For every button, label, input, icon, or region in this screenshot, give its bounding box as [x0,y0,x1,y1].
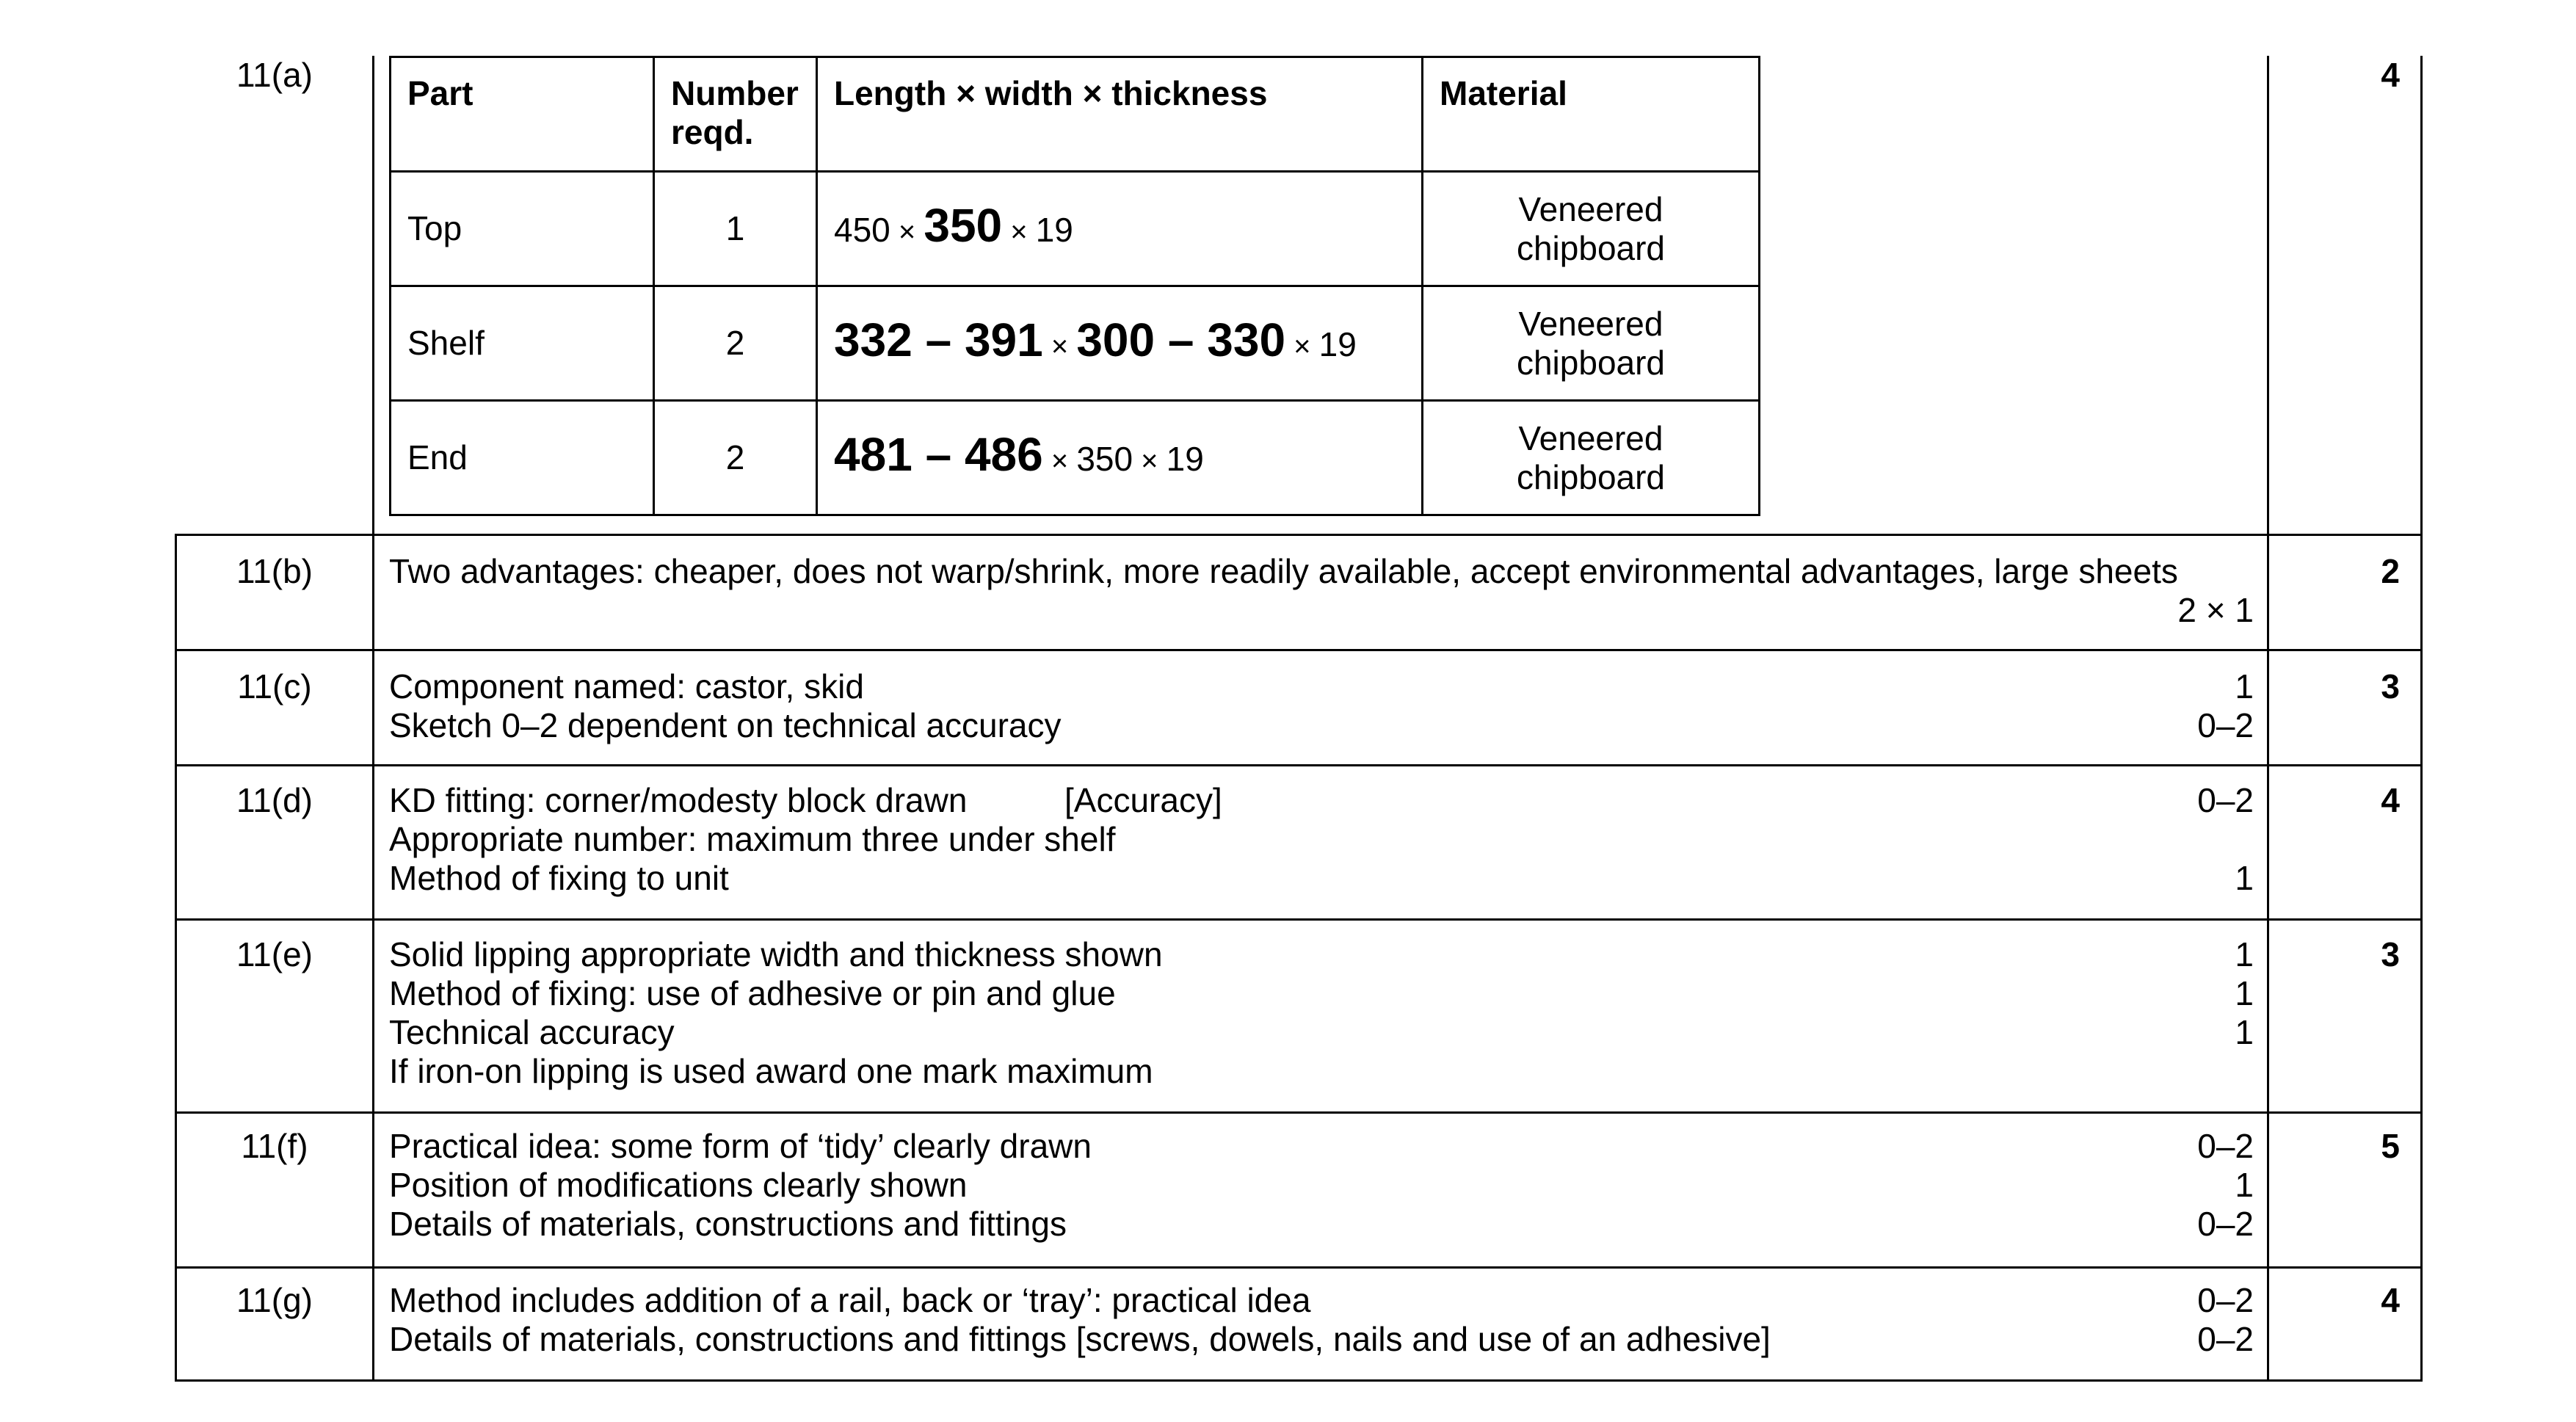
header-material: Material [1423,57,1760,172]
question-number-d: 11(d) [236,781,313,819]
part-name: Shelf [391,286,654,401]
answer-block-f [389,1127,2254,1244]
dimension-value: 450 [834,210,890,249]
material-line2: chipboard [1516,343,1666,382]
answer-line [389,974,2254,1013]
part-dimensions [817,172,1423,286]
part-name: Top [391,172,654,286]
answer-mark: 1 [2235,667,2254,705]
column-divider-marks [2267,56,2269,1382]
question-total-c: 3 [2381,667,2400,705]
row-divider-e [175,918,2423,921]
part-name: End [391,401,654,515]
times-sign: × [1042,444,1077,477]
times-sign: × [890,215,924,248]
question-number-a: 11(a) [236,56,313,94]
answer-text: Appropriate number: maximum three under shelf [389,820,1116,858]
answer-text: Method includes addition of a rail, back or ‘tray’: practical idea [389,1281,1311,1319]
question-total-a: 4 [2381,56,2400,94]
answer-block-b [389,552,2254,630]
part-number: 2 [654,401,817,515]
answer-text: If iron-on lipping is used award one mark maximum [389,1052,1153,1090]
table-row [391,401,1760,515]
answer-text: KD fitting: corner/modesty block drawn [389,781,968,819]
answer-line [389,591,2254,630]
row-divider-c [175,649,2423,651]
answer-mark: 0–2 [2197,1320,2254,1358]
answer-text: Two advantages: cheaper, does not warp/shrink, more readily available, accept environmental advantages, large sheets [389,552,2178,590]
header-part: Part [391,57,654,172]
answer-text: Position of modifications clearly shown [389,1166,968,1204]
answer-mark: 0–2 [2197,1127,2254,1165]
row-divider-d [175,764,2423,766]
answer-line [389,552,2254,591]
material-line1: Veneered [1518,304,1663,343]
answer-text: Details of materials, constructions and fittings [389,1205,1067,1243]
part-number: 1 [654,172,817,286]
answer-block-g [389,1281,2254,1359]
answer-line [389,1166,2254,1205]
dimension-value: 19 [1035,210,1073,249]
answer-mark: 0–2 [2197,706,2254,744]
material-line1: Veneered [1518,189,1663,228]
material-line1: Veneered [1518,418,1663,457]
header-number-line2: reqd. [671,113,754,151]
answer-line [389,1320,2254,1359]
answer-text: Method of fixing to unit [389,859,729,897]
parts-table [389,56,1760,516]
table-row [391,286,1760,401]
answer-mark: 1 [2235,974,2254,1012]
answer-mark: 0–2 [2197,781,2254,819]
answer-line [389,820,2254,859]
dimension-value: 350 [924,198,1003,252]
times-sign: × [1133,444,1167,477]
dimension-value: 19 [1166,439,1204,478]
answer-line [389,935,2254,974]
question-total-f: 5 [2381,1127,2400,1165]
answer-line [389,706,2254,745]
header-number [654,57,817,172]
part-dimensions [817,401,1423,515]
dimension-value: 350 [1076,439,1133,478]
header-number-line1: Number [671,74,799,112]
answer-line [389,781,2254,820]
answer-text: Technical accuracy [389,1013,675,1051]
times-sign: × [1042,330,1077,363]
part-dimensions [817,286,1423,401]
question-total-b: 2 [2381,552,2400,590]
answer-text: Details of materials, constructions and fittings [screws, dowels, nails and use of an adhesive] [389,1320,1771,1358]
question-number-f: 11(f) [241,1127,308,1165]
question-number-b: 11(b) [236,552,313,590]
answer-mark: 0–2 [2197,1205,2254,1243]
column-divider-question [372,56,374,1382]
answer-mark: 2 × 1 [2177,591,2254,629]
times-sign: × [1002,215,1036,248]
question-total-g: 4 [2381,1281,2400,1319]
dimension-value: 19 [1318,324,1357,363]
answer-mark: 1 [2235,859,2254,897]
answer-text: Method of fixing: use of adhesive or pin and glue [389,974,1116,1012]
answer-line [389,1127,2254,1166]
answer-mark: 1 [2235,1166,2254,1204]
part-material [1423,172,1760,286]
question-number-c: 11(c) [237,667,312,705]
answer-text: Sketch 0–2 dependent on technical accuracy [389,706,1062,744]
answer-note: [Accuracy] [1064,781,1222,819]
answer-line [389,1013,2254,1052]
part-material [1423,286,1760,401]
dimension-value: 481 – 486 [834,427,1043,481]
table-border-bottom [175,1379,2423,1382]
answer-text: Component named: castor, skid [389,667,864,705]
part-number: 2 [654,286,817,401]
answer-block-e [389,935,2254,1091]
dimension-value: 300 – 330 [1076,313,1286,366]
answer-block-c [389,667,2254,745]
question-total-e: 3 [2381,935,2400,973]
answer-text: Solid lipping appropriate width and thickness shown [389,935,1163,973]
answer-mark: 1 [2235,1013,2254,1051]
answer-line [389,859,2254,898]
table-row [391,172,1760,286]
question-number-e: 11(e) [236,935,313,973]
answer-text: Practical idea: some form of ‘tidy’ clearly drawn [389,1127,1092,1165]
times-sign: × [1285,330,1319,363]
answer-line [389,1052,2254,1091]
table-border-right [2420,56,2423,1382]
answer-mark: 0–2 [2197,1281,2254,1319]
answer-mark: 1 [2235,935,2254,973]
answer-line [389,667,2254,706]
part-material [1423,401,1760,515]
answer-line [389,1281,2254,1320]
material-line2: chipboard [1516,228,1666,267]
row-divider-f [175,1111,2423,1114]
material-line2: chipboard [1516,457,1666,496]
question-total-d: 4 [2381,781,2400,819]
answer-line [389,1205,2254,1244]
dimension-value: 332 – 391 [834,313,1043,366]
answer-block-d [389,781,2254,898]
row-divider-b [175,534,2423,536]
header-dimensions: Length × width × thickness [817,57,1423,172]
row-divider-g [175,1266,2423,1269]
question-number-g: 11(g) [236,1281,313,1319]
